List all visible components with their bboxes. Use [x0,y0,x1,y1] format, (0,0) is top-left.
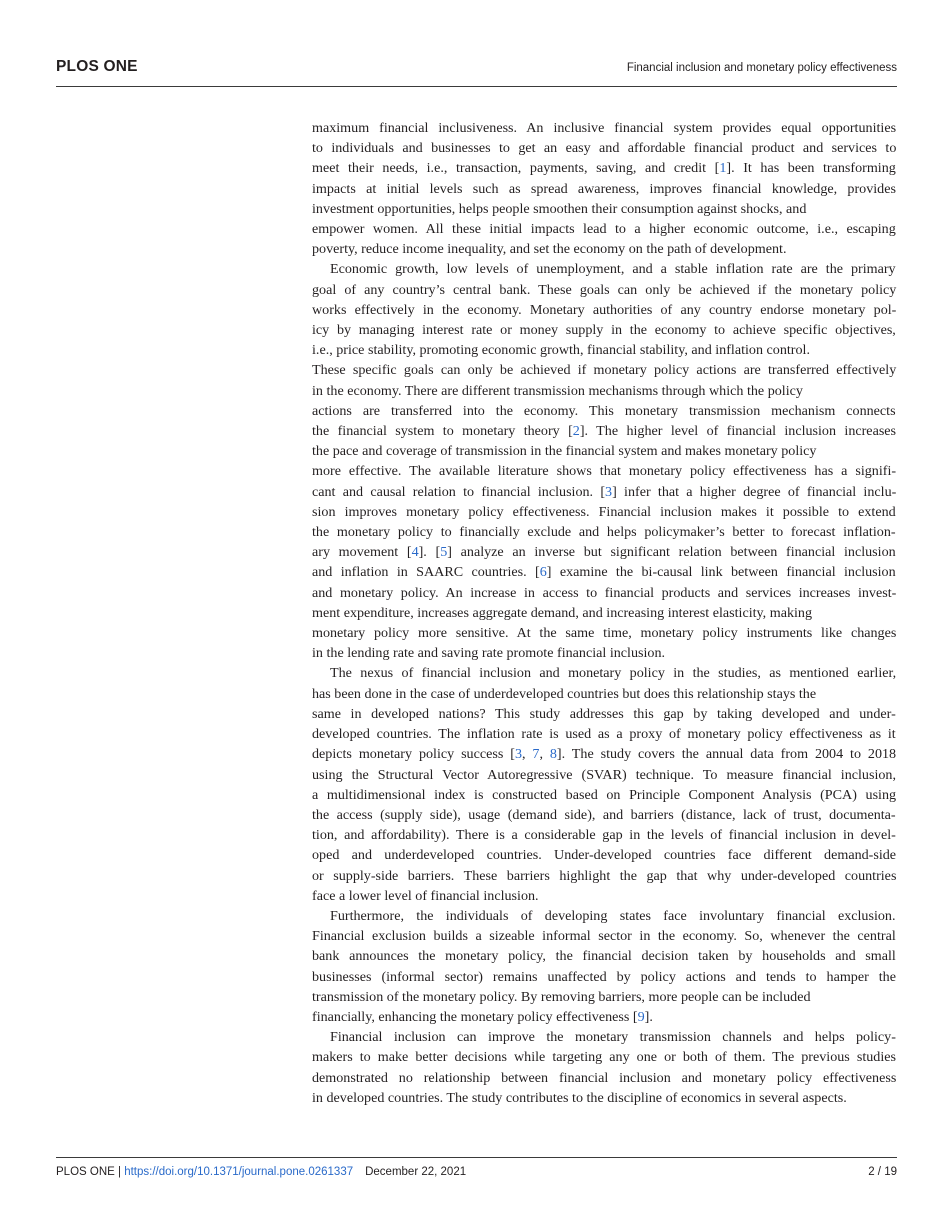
text-run: tion, and affordability). There is a considerable gap in the levels of financial inclusion in devel- [312,827,896,844]
text-line [312,724,896,744]
text-run: using the Structural Vector Autoregressive (SVAR) technique. To measure financial inclusion, [312,766,896,783]
text-run: face a lower level of financial inclusion. [312,887,539,904]
text-line [312,623,896,643]
reference-link[interactable]: 2 [572,423,580,440]
reference-link[interactable]: 6 [539,564,547,581]
text-run: Furthermore, the individuals of developing states face involuntary financial exclusion. [330,907,896,924]
text-run: Financial exclusion builds a sizeable informal sector in the economy. So, whenever the central [312,928,896,945]
text-run: Financial inclusion can improve the monetary transmission channels and helps policy- [330,1029,896,1046]
text-run: works effectively in the economy. Monetary authorities of any country endorse monetary pol- [312,301,897,318]
text-line [312,1047,896,1067]
text-run: sion improves monetary policy effectiveness. Financial inclusion makes it possible to extend [312,503,896,520]
text-line [312,825,896,845]
text-line [312,401,896,421]
paragraph [312,663,896,905]
text-run: goal of any country’s central bank. These goals can only be achieved if the monetary policy [312,281,897,298]
text-run: more effective. The available literature shows that monetary policy effectiveness has a signifi- [312,463,897,480]
text-run: same in developed nations? This study addresses this gap by taking developed and under- [312,705,896,722]
text-run: ]. It has been transforming [726,160,896,177]
text-line [312,765,896,785]
text-run: bank announces the monetary policy, the financial decision taken by households and small [312,948,896,965]
text-line [312,239,896,259]
text-line [312,138,896,158]
text-run: These specific goals can only be achieved if monetary policy actions are transferred effectively [312,362,897,379]
text-line [312,643,896,663]
text-run: The nexus of financial inclusion and monetary policy in the studies, as mentioned earlier, [330,665,897,682]
text-line [312,785,896,805]
text-run: oped and underdeveloped countries. Under-developed countries face different demand-side [312,847,897,864]
text-run: developed countries. The inflation rate is used as a proxy of monetary policy effectiveness as it [312,726,896,743]
text-run: financially, enhancing the monetary policy effectiveness [ [312,1008,638,1025]
text-line [312,845,896,865]
text-run: a multidimensional index is constructed based on Principle Component Analysis (PCA) using [312,786,897,803]
text-line [312,562,896,582]
text-line [312,684,896,704]
text-run: ]. [ [418,544,441,561]
footer-separator: | [114,1166,125,1178]
text-line [312,158,896,178]
text-line [312,1068,896,1088]
page-footer [56,1157,897,1186]
text-line [312,926,896,946]
text-line [312,542,896,562]
journal-name: PLOS ONE [56,58,138,75]
text-line [312,441,896,461]
text-run: in the lending rate and saving rate promote financial inclusion. [312,645,666,662]
text-line [312,704,896,724]
text-run: i.e., price stability, promoting economic growth, financial stability, and inflation control. [312,342,810,359]
text-run: meet their needs, i.e., transaction, payments, saving, and credit [ [312,160,720,177]
text-run: the financial system to monetary theory [ [312,423,573,440]
text-run: ]. The higher level of financial inclusion increases [579,423,897,440]
text-run: depicts monetary policy success [ [312,746,515,763]
text-run: the pace and coverage of transmission in the financial system and makes monetary policy [312,443,817,460]
text-line [312,805,896,825]
text-line [312,340,896,360]
text-run: Economic growth, low levels of unemployment, and a stable inflation rate are the primary [330,261,896,278]
footer-journal: PLOS ONE [56,1166,115,1178]
text-line [312,219,896,239]
text-line [312,482,896,502]
text-run: has been done in the case of underdeveloped countries but does this relationship stays the [312,685,817,702]
text-run: empower women. All these initial impacts lead to a higher economic outcome, i.e., escaping [312,221,896,238]
text-line [312,744,896,764]
running-title: Financial inclusion and monetary policy effectiveness [626,62,897,74]
text-line [312,381,896,401]
footer-citation [56,1166,466,1178]
text-run: ment expenditure, increases aggregate demand, and increasing interest elasticity, making [312,604,813,621]
paragraph [312,118,896,259]
text-run: businesses (informal sector) remains unaffected by policy actions and tends to hamper the [312,968,896,985]
text-run: the monetary policy to financially exclude and helps policymaker’s better to forecast inflation- [312,524,896,541]
text-line [312,906,896,926]
text-line [312,502,896,522]
text-run: in the economy. There are different transmission mechanisms through which the policy [312,382,803,399]
text-run: to individuals and businesses to get an easy and affordable financial product and services to [312,140,897,157]
text-run: and inflation in SAARC countries. [ [312,564,540,581]
text-line [312,320,896,340]
text-run: actions are transferred into the economy. This monetary transmission mechanism connects [312,402,896,419]
reference-link[interactable]: 3 [605,483,613,500]
text-line [312,280,896,300]
text-line [312,987,896,1007]
reference-link[interactable]: 3 [514,746,522,763]
text-line [312,1007,896,1027]
text-line [312,259,896,279]
text-run: or supply-side barriers. These barriers highlight the gap that why under-developed countries [312,867,897,884]
text-run: , [521,746,533,763]
page-header [56,58,897,87]
text-line [312,1027,896,1047]
reference-link[interactable]: 4 [411,544,419,561]
text-line [312,583,896,603]
text-line [312,118,896,138]
text-line [312,663,896,683]
text-run: poverty, reduce income inequality, and set the economy on the path of development. [312,241,787,258]
text-line [312,199,896,219]
text-line [312,421,896,441]
text-run: the access (supply side), usage (demand side), and barriers (distance, lack of trust, documenta- [312,806,896,823]
text-line [312,300,896,320]
text-line [312,360,896,380]
text-line [312,1088,896,1108]
text-run: ary movement [ [312,544,412,561]
text-line [312,522,896,542]
reference-link[interactable]: 7 [532,746,540,763]
text-run: monetary policy more sensitive. At the same time, monetary policy instruments like changes [312,625,897,642]
text-run: ] analyze an inverse but significant relation between financial inclusion [447,544,896,561]
text-run: maximum financial inclusiveness. An inclusive financial system provides equal opportunities [312,120,897,136]
text-line [312,967,896,987]
publication-date: December 22, 2021 [365,1166,467,1178]
reference-link[interactable]: 5 [440,544,448,561]
text-run: transmission of the monetary policy. By removing barriers, more people can be included [312,988,811,1005]
text-run: cant and causal relation to financial inclusion. [ [312,483,606,500]
text-line [312,866,896,886]
text-line [312,461,896,481]
reference-link[interactable]: 8 [549,746,557,763]
page-number: 2 / 19 [868,1166,897,1178]
text-line [312,603,896,623]
text-run: and monetary policy. An increase in access to financial products and services increases invest- [312,584,897,601]
text-line [312,946,896,966]
text-run: makers to make better decisions while targeting any one or both of them. The previous studies [312,1049,896,1066]
paragraph [312,1027,896,1108]
text-run: ] examine the bi-causal link between financial inclusion [546,564,896,581]
text-run: investment opportunities, helps people smoothen their consumption against shocks, and [312,200,807,217]
text-line [312,179,896,199]
doi-link[interactable]: https://doi.org/10.1371/journal.pone.0261337 [124,1166,354,1178]
article-body [312,118,896,1108]
paragraph [312,906,896,1027]
text-run: ]. The study covers the annual data from 2004 to 2018 [556,746,897,763]
text-run: ] infer that a higher degree of financial inclu- [612,483,897,500]
text-run: impacts at initial levels such as spread awareness, improves financial knowledge, provides [312,180,896,197]
text-run: demonstrated no relationship between financial inclusion and monetary policy effectiveness [312,1069,897,1086]
paragraph [312,259,896,663]
text-line [312,886,896,906]
reference-link[interactable]: 9 [637,1008,645,1025]
text-run: ]. [644,1008,653,1025]
reference-link[interactable]: 1 [719,160,727,177]
text-run: , [539,746,550,763]
text-run: icy by managing interest rate or money supply in the economy to achieve specific objectives, [312,322,896,339]
text-run: in developed countries. The study contributes to the discipline of economics in several aspects. [312,1089,847,1106]
